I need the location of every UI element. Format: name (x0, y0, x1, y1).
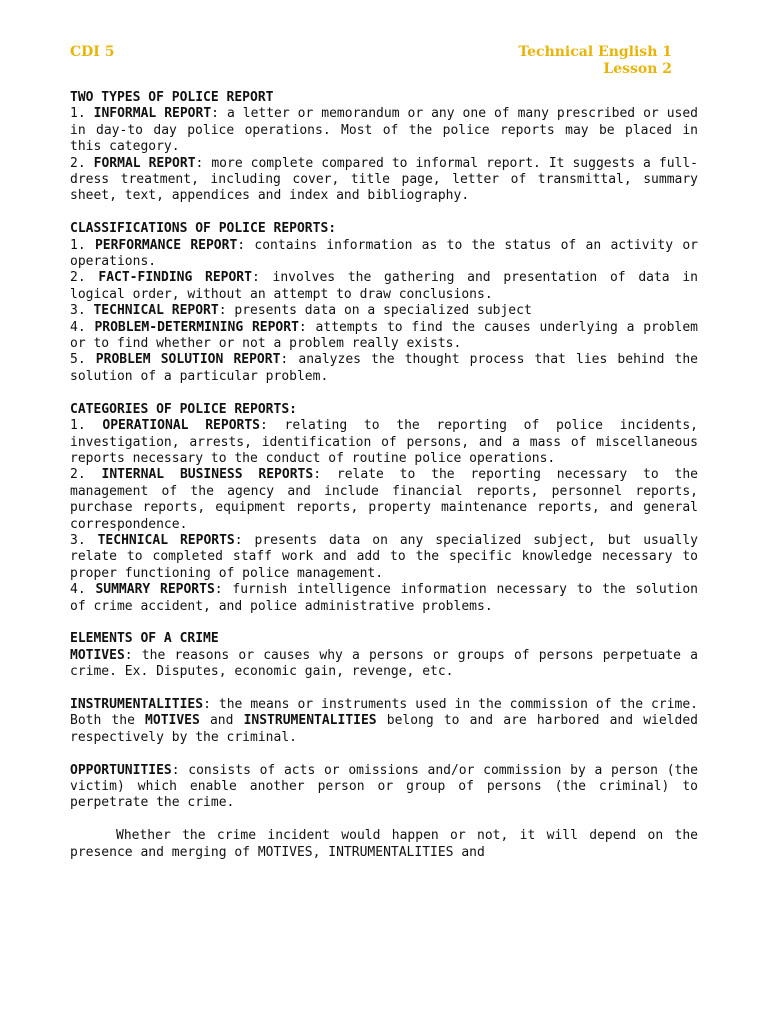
section-heading: CATEGORIES OF POLICE REPORTS: (70, 401, 297, 417)
list-item: 4. SUMMARY REPORTS: furnish intelligence information necessary to the solution of crime accident, and police administrative problems. (70, 582, 699, 614)
list-item: 2. FORMAL REPORT: more complete compared to informal report. It suggests a full-dress treatment, including cover, title page, letter of transmittal, summary sheet, text, appendices and index and bibliography. (70, 155, 699, 204)
list-item: 1. PERFORMANCE REPORT: contains information as to the status of an activity or operations. (70, 237, 698, 270)
list-item: 2. INTERNAL BUSINESS REPORTS: relate to the reporting necessary to the management of the agency and include financial reports, personnel reports, purchase reports, equipment reports, property maintenance reports, and general correspondence. (70, 467, 698, 532)
section-heading: TWO TYPES OF POLICE REPORT (70, 90, 274, 105)
list-item: 2. FACT-FINDING REPORT: involves the gathering and presentation of data in logical order, without an attempt to draw conclusions. (70, 270, 698, 302)
closing-paragraph: Whether the crime incident would happen or not, it will depend on the presence and merging of MOTIVES, INTRUMENTALITIES and (70, 828, 698, 860)
list-item: 3. TECHNICAL REPORT: presents data on a specialized subject (70, 303, 532, 319)
header-right (518, 44, 672, 78)
definition-instrumentalities: INSTRUMENTALITIES: the means or instruments used in the commission of the crime. Both the MOTIVES and INSTRUMENTALITIES belong to and are harbored and wielded respectively by the criminal. (70, 696, 698, 745)
definition-motives: MOTIVES: the reasons or causes why a persons or groups of persons perpetuate a crime. Ex. Disputes, economic gain, revenge, etc. (70, 647, 698, 680)
list-item: 1. OPERATIONAL REPORTS: relating to the reporting of police incidents, investigation, arrests, identification of persons, and a mass of miscellaneous reports necessary to the conduct of routine police operations. (70, 418, 698, 466)
list-item: 3. TECHNICAL REPORTS: presents data on any specialized subject, but usually relate to completed staff work and add to the specific knowledge necessary to proper functioning of police management. (70, 532, 699, 581)
definition-opportunities: OPPORTUNITIES: consists of acts or omissions and/or commission by a person (the victim) which enable another person or group of persons (the criminal) to perpetrate the crime. (70, 762, 698, 811)
section-heading: ELEMENTS OF A CRIME (70, 631, 219, 647)
lesson-label: Lesson 2 (603, 61, 672, 77)
list-item: 5. PROBLEM SOLUTION REPORT: analyzes the thought process that lies behind the solution of a particular problem. (70, 352, 699, 384)
section-heading: CLASSIFICATIONS OF POLICE REPORTS: (70, 221, 337, 237)
list-item: 1. INFORMAL REPORT: a letter or memorandum or any one of many prescribed or used in day-to day police operations. Most of the police reports may be placed in this category. (70, 106, 699, 155)
subject-title: Technical English 1 (518, 44, 672, 60)
course-code: CDI 5 (70, 44, 115, 60)
document-body (70, 90, 698, 861)
list-item: 4. PROBLEM-DETERMINING REPORT: attempts to find the causes underlying a problem or to find whether or not a problem really exists. (70, 319, 698, 352)
